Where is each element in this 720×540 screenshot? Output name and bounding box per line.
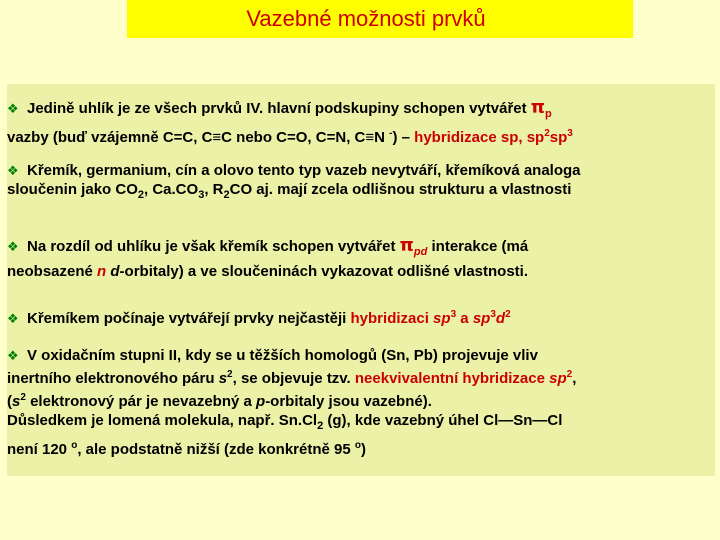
text: , se objevuje tzv. [232,370,355,387]
superscript: 3 [490,309,496,320]
text: Důsledkem je lomená molekula, např. Sn.Cl [7,412,318,429]
text: , R [204,181,224,198]
text: -orbitaly jsou vazebné). [265,393,432,410]
paragraph-4 [7,305,715,328]
highlight-text: hybridizace sp, sp [414,129,545,146]
superscript: 2 [544,128,550,139]
paragraph-3 [7,236,715,281]
superscript: - [389,128,393,139]
text: (g), kde vazebný úhel Cl—Sn—Cl [323,412,563,429]
text: vazby (buď vzájemně C=C, C≡C nebo C=O, C=N, C≡N [7,129,390,146]
superscript: 3 [450,309,457,320]
superscript: 2 [566,369,573,380]
text: -orbitaly) a ve sloučeninách vykazovat odlišné vlastnosti. [119,263,529,280]
text: Na rozdíl od uhlíku je však křemík schopen vytvářet [27,238,400,255]
subscript: pd [413,246,428,258]
bullet-icon: ❖ [7,311,19,326]
pi-symbol: π [399,235,414,256]
superscript: 2 [505,309,511,320]
text: Křemík, germanium, cín a olovo tento typ vazeb nevytváří, křemíková analoga [27,162,581,179]
text: ) [361,441,366,458]
text: ( [7,393,12,410]
subscript: 2 [317,420,324,432]
text: není 120 [7,441,72,458]
text: sloučenin jako CO [7,181,138,198]
bullet-icon: ❖ [7,163,19,178]
subscript: 2 [137,189,144,201]
superscript: o [354,440,361,451]
subscript: 2 [223,189,230,201]
text: ) – [392,129,415,146]
highlight-text: d [495,310,506,327]
text: V oxidačním stupni II, kdy se u těžších homologů (Sn, Pb) projevuje vliv [27,347,538,364]
text: inertního elektronového páru [7,370,219,387]
pi-symbol: π [530,97,546,118]
subscript: 3 [198,189,205,201]
text: , [572,370,577,387]
highlight-text: sp [549,370,567,387]
highlight-text: sp [433,310,451,327]
text: s [12,393,21,410]
title-banner [127,0,633,38]
page-title: Vazebné možnosti prvků [246,6,486,31]
text: Jedině uhlík je ze všech prvků IV. hlavní podskupiny schopen vytvářet [27,100,531,117]
paragraph-5 [7,346,715,459]
paragraph-1 [7,98,715,147]
content-panel [7,84,715,476]
highlight-text: sp [549,129,568,146]
text: , ale podstatně nižší (zde konkrétně 95 [77,441,355,458]
text: elektronový pár je nevazebný a [25,393,257,410]
bullet-icon: ❖ [7,101,19,116]
bullet-icon: ❖ [7,239,19,254]
highlight-text: sp [472,310,491,327]
text: p [256,393,266,410]
superscript: 2 [20,392,26,403]
text: d [110,263,120,280]
text: neobsazené [7,263,98,280]
text: CO aj. mají zcela odlišnou strukturu a vlastnosti [229,181,572,198]
superscript: 3 [567,128,573,139]
superscript: 2 [227,369,233,380]
highlight-text: n [97,263,107,280]
bullet-icon: ❖ [7,348,19,363]
text: , Ca.CO [144,181,199,198]
superscript: o [71,440,78,451]
subscript: p [545,108,552,120]
paragraph-2 [7,161,715,205]
highlight-text: hybridizaci [350,310,434,327]
highlight-text: neekvivalentní hybridizace [354,370,550,387]
highlight-text: a [456,310,473,327]
text: interakce (má [427,238,529,255]
text: Křemíkem počínaje vytvářejí prvky nejčastěji [27,310,351,327]
text: s [218,370,228,387]
